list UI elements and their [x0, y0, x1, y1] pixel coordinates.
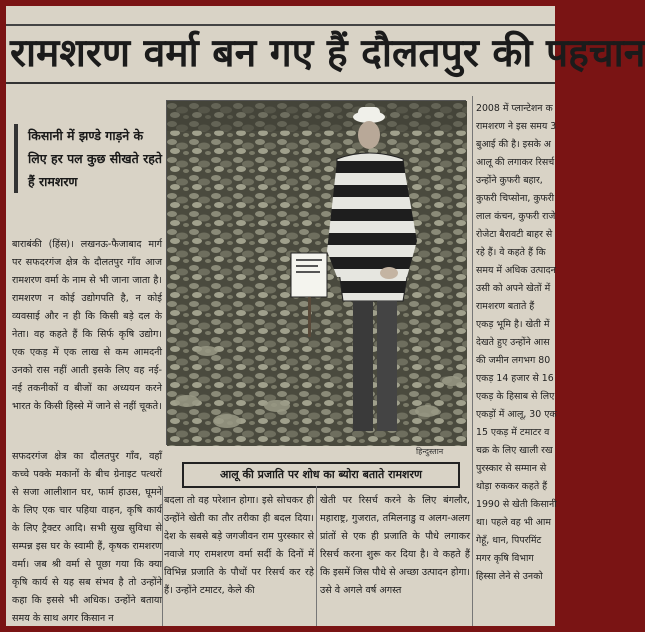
- text-line: देखते हुए उन्होंने आस: [476, 337, 550, 348]
- text-line: रहे हैं। वे कहते हैं कि: [476, 247, 546, 258]
- top-rule: [6, 24, 555, 26]
- column-divider: [316, 486, 317, 626]
- text-line: 2008 में प्लान्टेशन क: [476, 103, 553, 114]
- text-line: था। पहले वह भी आम: [476, 517, 551, 528]
- photo-credit: हिन्दुस्तान: [416, 447, 444, 456]
- text-line: कुफरी चिप्सोना, कुफरी: [476, 193, 555, 204]
- text-line: बुआई की है। इसके अ: [476, 139, 551, 150]
- text-line: की जमीन लगभग 80: [476, 355, 551, 366]
- text-line: पुरस्कार से सम्मान से: [476, 463, 547, 474]
- headline-rule: [6, 82, 555, 84]
- text-line: एकड़ भूमि है। खेती में: [476, 319, 550, 330]
- article-column-1a: [12, 236, 162, 441]
- paragraph: सफदरगंज क्षेत्र का दौलतपुर गाँव, वहाँ कच्चे पक्के मकानों के बीच ग्रेनाइट पत्थरों से सजा आलीशान घर, फार्म हाउस, घूमने के लिए एक चार पहिया वाहन, कृषि कार्य के लिए ट्रैक्टर आदि। सभी सुख सुविधा से सम्पन्न इस घर के स्वामी हैं, कृषक रामशरण वर्मा। जब श्री वर्मा से पूछा गया कि क्या कृषि कार्य से यह सब संभव है तो उन्होंने कहा कि इससे भी अधिक। उन्होंने बताया समय के साथ अगर किसान न: [12, 451, 162, 624]
- article-column-1b: [12, 448, 162, 626]
- newspaper-clipping: [6, 6, 645, 626]
- text-line: 15 एकड़ में टमाटर व: [476, 427, 550, 438]
- text-line: लाल कंचन, कुफरी राजे: [476, 211, 556, 222]
- text-line: 1990 से खेती किसानी: [476, 499, 557, 510]
- text-line: एकड़ के हिसाब से लिए: [476, 391, 555, 402]
- text-line: मगर कृषि विभाग: [476, 553, 534, 564]
- column-divider: [472, 96, 473, 626]
- article-column-3: [320, 492, 470, 626]
- text-line: उन्होंने कुफरी बहार,: [476, 175, 543, 186]
- deck-subheading: किसानी में झण्डे गाड़ने के लिए हर पल कुछ सीखते रहते हैं रामशरण: [14, 124, 164, 193]
- text-line: एकड़ 14 हजार से 16: [476, 373, 554, 384]
- text-line: चक्र के लिए खाली रख: [476, 445, 553, 456]
- text-line: रोजेटा बैरावटी बाहर से: [476, 229, 553, 240]
- text-line: रामशरण बताते हैं: [476, 301, 535, 312]
- headline: रामशरण वर्मा बन गए हैं दौलतपुर की पहचान: [10, 31, 645, 76]
- article-column-4: [476, 100, 566, 626]
- article-column-2: [164, 492, 314, 626]
- text-line: आलू की लगाकर रिसर्च: [476, 157, 555, 168]
- column-divider: [162, 486, 163, 626]
- text-line: गेहूँ, धान, पिपरमिंट: [476, 535, 542, 546]
- paragraph: बदला तो वह परेशान होगा। इसे सोचकर ही उन्होंने खेती का तौर तरीका ही बदल दिया। देश के सबसे बड़े जगजीवन राम पुरस्कार से नवाजे गए रामशरण वर्मा सर्दी के दिनों में विभिन्न प्रजाति के पौधों पर रिसर्च कर रहे हैं। उन्होंने टमाटर, केले की: [164, 495, 314, 596]
- text-line: हिस्सा लेने से उनको: [476, 571, 543, 582]
- text-line: रामशरण ने इस समय 3: [476, 121, 557, 132]
- text-line: थोड़ा रुककर कहते हैं: [476, 481, 548, 492]
- photo-farmer-in-potato-field: [167, 101, 467, 446]
- text-line: उसी को अपने खेतों में: [476, 283, 551, 294]
- news-photo: [166, 100, 466, 445]
- text-line: समय में अधिक उत्पादन: [476, 265, 556, 276]
- paragraph: खेती पर रिसर्च करने के लिए बंगलौर, महाराष्ट्र, गुजरात, तमिलनाडु व अलग-अलग प्रांतों से एक ही प्रजाति के पौधे लगाकर रिसर्च करना शुरू कर दिया है। वे कहते हैं कि इसमें जिस पौधे से अच्छा उत्पादन होगा। उसे वे अगले वर्ष अगस्त: [320, 495, 470, 596]
- text-line: एकड़ों में आलू, 30 एक: [476, 409, 557, 420]
- photo-caption: आलू की प्रजाति पर शोध का ब्योरा बताते रामशरण: [182, 462, 460, 488]
- paragraph: बाराबंकी (हिंस)। लखनऊ-फैजाबाद मार्ग पर सफदरगंज क्षेत्र के दौलतपुर गाँव आज रामशरण वर्मा के नाम से भी जाना जाता है। रामशरण न कोई उद्योगपति है, न कोई व्यवसाई और न ही कि किसी बड़े दल के नेता। वह कहते हैं कि सिर्फ कृषि उद्योग। एक एकड़ में एक लाख से कम आमदनी उनको रास नहीं आती इसके लिए वह नई-नई तकनीकों व बीजों का अध्ययन करने भारत के किसी हिस्से में जाने से नहीं चूकते।: [12, 239, 162, 412]
